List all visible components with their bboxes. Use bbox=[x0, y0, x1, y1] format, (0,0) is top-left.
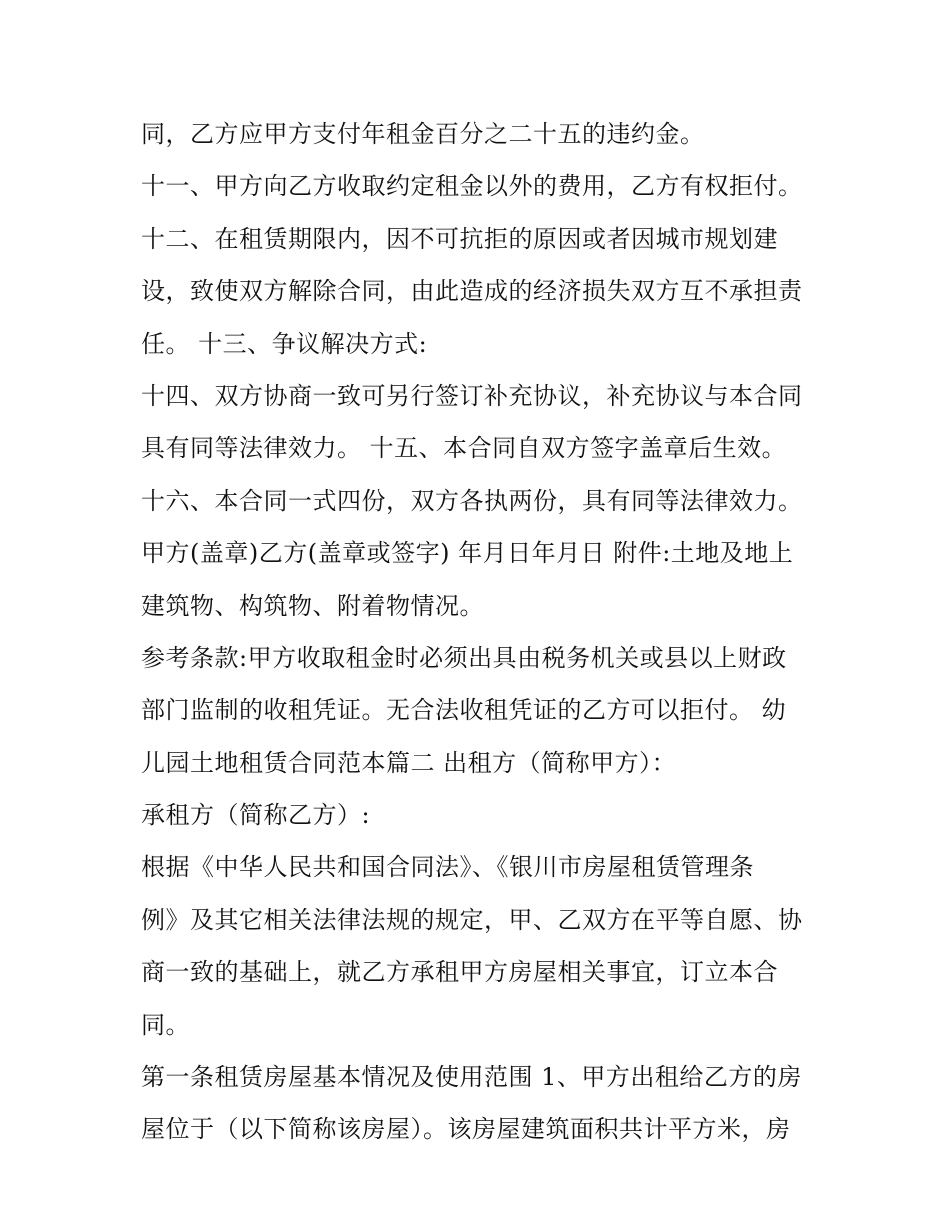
text-line: 根据《中华人民共和国合同法》、《银川市房屋租赁管理条 bbox=[141, 853, 754, 882]
text-line: 具有同等法律效力。 十五、本合同自双方签字盖章后生效。 bbox=[141, 434, 787, 463]
text-line: 同。 bbox=[141, 1010, 190, 1039]
text-line: 十六、本合同一式四份，双方各执两份，具有同等法律效力。 bbox=[141, 486, 803, 515]
text-line: 十一、甲方向乙方收取约定租金以外的费用，乙方有权拒付。 bbox=[141, 172, 803, 201]
text-line: 参考条款:甲方收取租金时必须出具由税务机关或县以上财政 bbox=[141, 643, 787, 672]
text-line: 屋位于（以下简称该房屋）。该房屋建筑面积共计平方米，房 bbox=[141, 1115, 791, 1144]
text-line: 甲方(盖章)乙方(盖章或签字) 年月日年月日 附件:土地及地上 bbox=[141, 539, 794, 568]
text-line: 同，乙方应甲方支付年租金百分之二十五的违约金。 bbox=[141, 120, 705, 148]
text-line: 例》及其它相关法律法规的规定，甲、乙双方在平等自愿、协 bbox=[141, 905, 803, 934]
text-line: 设，致使双方解除合同，由此造成的经济损失双方互不承担责 bbox=[141, 277, 803, 306]
text-line: 部门监制的收租凭证。无合法收租凭证的乙方可以拒付。 幼 bbox=[141, 696, 787, 725]
text-line: 建筑物、构筑物、附着物情况。 bbox=[141, 591, 484, 620]
text-line: 第一条租赁房屋基本情况及使用范围 1、甲方出租给乙方的房 bbox=[141, 1063, 802, 1092]
text-line: 任。 十三、争议解决方式: bbox=[141, 329, 428, 358]
text-line: 十二、在租赁期限内，因不可抗拒的原因或者因城市规划建 bbox=[141, 224, 778, 253]
text-line: 十四、双方协商一致可另行签订补充协议，补充协议与本合同 bbox=[141, 381, 803, 410]
contract-text bbox=[141, 108, 831, 1156]
text-line: 商一致的基础上，就乙方承租甲方房屋相关事宜，订立本合 bbox=[141, 958, 778, 987]
text-line: 承租方（简称乙方）: bbox=[141, 801, 371, 830]
text-line: 儿园土地租赁合同范本篇二 出租方（简称甲方）： bbox=[141, 748, 677, 777]
